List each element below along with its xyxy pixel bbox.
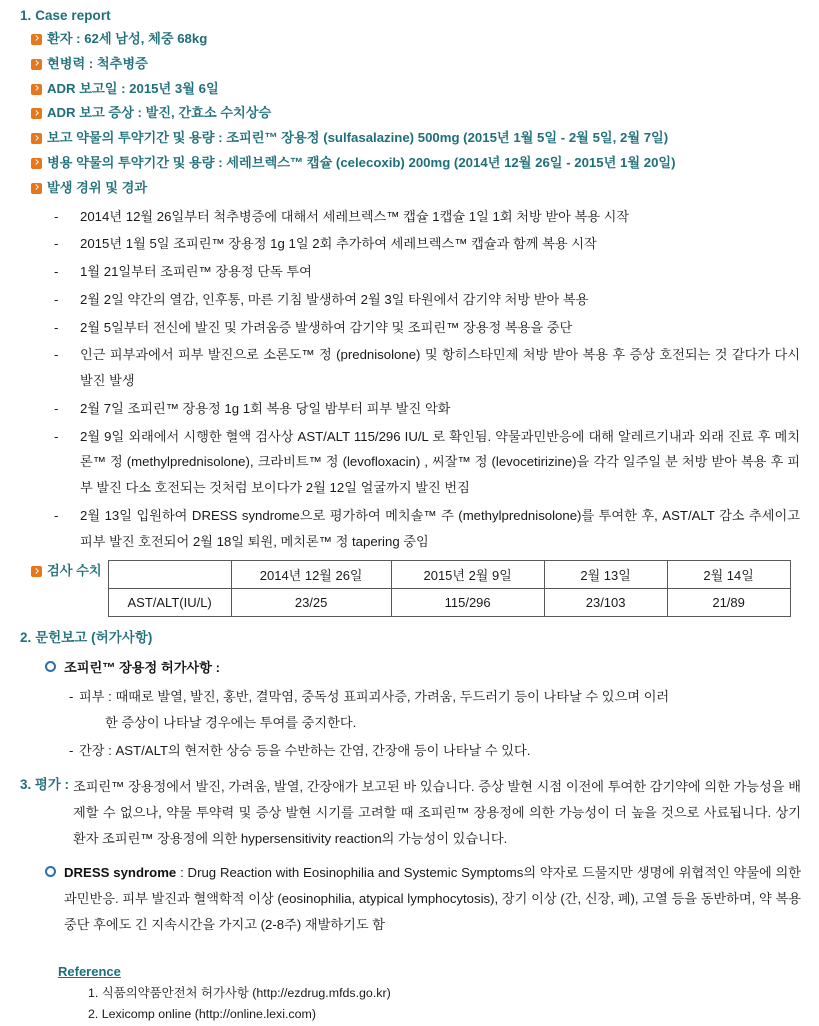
case-item-suspect-drug [12, 129, 801, 147]
chevron-bullet-icon [31, 133, 42, 144]
case-item-label: 발생 경위 및 경과 [47, 179, 148, 195]
chevron-bullet-icon [31, 183, 42, 194]
chevron-bullet-icon [31, 34, 42, 45]
table-row [108, 589, 790, 617]
case-item-concomitant-drug [12, 154, 801, 172]
label-info-title: 조피린™ 장용정 허가사항 : [64, 660, 220, 676]
chevron-bullet-icon [31, 158, 42, 169]
label-info-item [12, 655, 801, 681]
lab-values-section [12, 560, 801, 617]
case-item-label: 보고 약물의 투약기간 및 용량 : 조피린™ 장용정 (sulfasalazine) 500mg (2015년 1월 5일 - 2월 5일, 2월 7일) [47, 130, 669, 146]
label-info-skin [12, 684, 801, 735]
table-corner-cell [108, 561, 231, 589]
course-entry-text: 2014년 12월 26일부터 척추병증에 대해서 세레브렉스™ 캡슐 1캡슐 1일 1회 처방 받아 복용 시작 [80, 208, 630, 224]
table-cell: 23/25 [231, 589, 391, 617]
dash-bullet-icon: - [54, 264, 59, 280]
reference-title: Reference [58, 963, 121, 979]
dash-bullet-icon: - [54, 208, 59, 224]
course-entry [12, 287, 801, 313]
chevron-bullet-icon [31, 108, 42, 119]
case-item-label: ADR 보고 증상 : 발진, 간효소 수치상승 [47, 105, 272, 121]
table-header-row [108, 561, 790, 589]
case-item-patient [12, 30, 801, 48]
chevron-bullet-icon [31, 59, 42, 70]
case-item-label: 병용 약물의 투약기간 및 용량 : 세레브렉스™ 캡슐 (celecoxib) 200mg (2014년 12월 26일 - 2015년 1월 20일) [47, 155, 676, 171]
clinical-course-list [12, 204, 801, 555]
case-item-label: ADR 보고일 : 2015년 3월 6일 [47, 80, 219, 96]
course-entry [12, 204, 801, 230]
dress-syndrome-description: : Drug Reaction with Eosinophilia and Systemic Symptoms의 약자로 드물지만 생명에 위협적인 약물에 의한 과민반응. 피부 발진과 혈액학적 이상 (eosinophilia, atypical lymphocytosis), 장기 이상 (간, 신장, 폐), 고열 등을 동반하며, 약 복용 중단 후에도 긴 지속시간을 가지고 (2-8주) 재발하기도 함 [64, 865, 801, 932]
section-3-body: 조피린™ 장용정에서 발진, 가려움, 발열, 간장애가 보고된 바 있습니다. 증상 발현 시점 이전에 투여한 감기약에 의한 가능성을 배제할 수 없으나, 약물 투약력 및 증상 발현 시기를 고려할 때 조피린™ 장용정에 의한 가능성이 더 높을 것으로 사료됩니다. 상기 환자 조피린™ 장용정에 의한 hypersensitivity reaction의 가능성이 있습니다. [72, 779, 801, 846]
label-info-liver [12, 738, 801, 764]
reference-item: 1. 식품의약품안전처 허가사항 (http://ezdrug.mfds.go.kr) [88, 985, 391, 1000]
dash-bullet-icon: - [69, 688, 74, 704]
dress-syndrome-term: DRESS syndrome [64, 865, 177, 881]
course-entry-text: 2월 5일부터 전신에 발진 및 가려움증 발생하여 감기약 및 조피린™ 장용정 복용을 중단 [80, 319, 573, 335]
course-entry-text: 2015년 1월 5일 조피린™ 장용정 1g 1일 2회 추가하여 세레브렉스™ 캡슐과 함께 복용 시작 [80, 236, 597, 252]
dash-bullet-icon: - [69, 743, 74, 759]
table-cell: 23/103 [544, 589, 667, 617]
reference-title-wrap [58, 964, 801, 983]
label-info-liver-text: 간장 : AST/ALT의 현저한 상승 등을 수반하는 간염, 간장애 등이 나타날 수 있다. [79, 743, 531, 759]
case-item-adr-report-date [12, 80, 801, 98]
course-entry [12, 503, 801, 554]
course-entry-text: 2월 2일 약간의 열감, 인후통, 마른 기침 발생하여 2월 3일 타원에서 감기약 처방 받아 복용 [80, 291, 589, 307]
course-entry [12, 259, 801, 285]
section-3-evaluation [20, 774, 801, 851]
ring-bullet-icon [45, 661, 56, 672]
course-entry [12, 315, 801, 341]
table-col-header: 2월 14일 [667, 561, 790, 589]
course-entry-text: 1월 21일부터 조피린™ 장용정 단독 투여 [80, 264, 312, 280]
section-1-heading: 1. Case report [20, 8, 111, 23]
dash-bullet-icon: - [54, 291, 59, 307]
table-col-header: 2월 13일 [544, 561, 667, 589]
dash-bullet-icon: - [54, 236, 59, 252]
lab-results-table [108, 560, 791, 617]
course-entry-text: 2월 7일 조피린™ 장용정 1g 1회 복용 당일 밤부터 피부 발진 악화 [80, 400, 451, 416]
dash-bullet-icon: - [54, 428, 59, 444]
course-entry [12, 396, 801, 422]
dash-bullet-icon: - [54, 400, 59, 416]
chevron-bullet-icon [31, 566, 42, 577]
table-col-header: 2015년 2월 9일 [391, 561, 544, 589]
dress-syndrome-item [12, 860, 801, 937]
course-entry-text: 2월 9일 외래에서 시행한 혈액 검사상 AST/ALT 115/296 IU/L 로 확인됨. 약물과민반응에 대해 알레르기내과 외래 진료 후 메치론™ 정 (methylprednisolone), 크라비트™ 정 (levofloxacin) , 씨잘™ 정 (levocetirizine)을 각각 일주일 분 처방 받아 복용 후 피부 발진 다소 호전되는 것처럼 보이다가 2월 12일 얼굴까지 발진 번짐 [80, 428, 800, 496]
dash-bullet-icon: - [54, 319, 59, 335]
course-entry [12, 342, 801, 393]
dash-bullet-icon: - [54, 347, 59, 363]
table-col-header: 2014년 12월 26일 [231, 561, 391, 589]
section-3-label: 3. 평가 : [20, 777, 69, 793]
course-entry [12, 231, 801, 257]
dress-syndrome-body [64, 860, 801, 937]
label-info-skin-text: 피부 : 때때로 발열, 발진, 홍반, 결막염, 중독성 표피괴사증, 가려움, 두드러기 등이 나타날 수 있으며 이러 한 증상이 나타날 경우에는 투여를 중지한다. [79, 688, 670, 730]
course-entry [12, 424, 801, 501]
section-2-heading: 2. 문헌보고 (허가사항) [20, 630, 153, 646]
ring-bullet-icon [45, 866, 56, 877]
table-row-header: AST/ALT(IU/L) [108, 589, 231, 617]
case-item-label: 환자 : 62세 남성, 체중 68kg [47, 31, 208, 46]
case-item-clinical-course [12, 179, 801, 197]
reference-item: 2. Lexicomp online (http://online.lexi.com) [88, 1007, 316, 1022]
case-item-label: 현병력 : 척추병증 [47, 55, 148, 71]
chevron-bullet-icon [31, 84, 42, 95]
lab-values-label: 검사 수치 [47, 563, 102, 579]
case-item-history [12, 55, 801, 73]
dash-bullet-icon: - [54, 507, 59, 523]
case-item-adr-symptoms [12, 104, 801, 122]
reference-section [58, 964, 801, 1026]
table-cell: 21/89 [667, 589, 790, 617]
lab-values-label-wrap [31, 560, 102, 580]
table-cell: 115/296 [391, 589, 544, 617]
course-entry-text: 2월 13일 입원하여 DRESS syndrome으로 평가하여 메치솔™ 주 (methylprednisolone)를 투여한 후, AST/ALT 감소 추세이고 피부 발진 호전되어 2월 18일 퇴원, 메치론™ 정 tapering 중임 [80, 507, 800, 549]
course-entry-text: 인근 피부과에서 피부 발진으로 소론도™ 정 (prednisolone) 및 항히스타민제 처방 받아 복용 후 증상 호전되는 것 같다가 다시 발진 발생 [80, 347, 800, 389]
